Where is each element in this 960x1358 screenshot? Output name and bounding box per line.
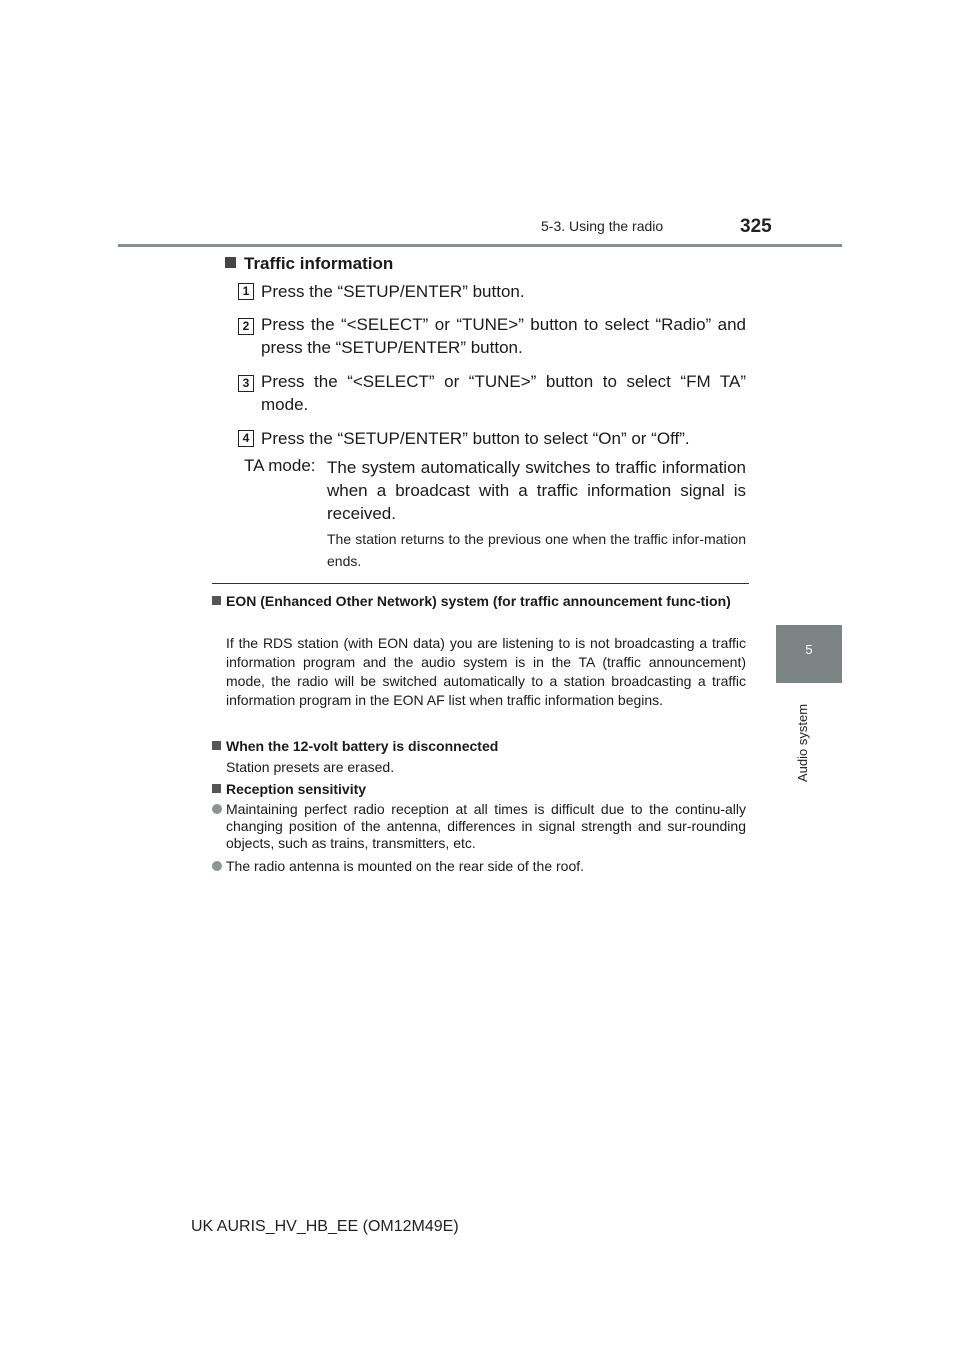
note-title-eon bbox=[212, 591, 748, 611]
note-body-battery: Station presets are erased. bbox=[226, 759, 395, 775]
ta-mode-label: TA mode: bbox=[244, 456, 316, 475]
heading-text: Traffic information bbox=[244, 254, 394, 273]
square-bullet-icon bbox=[212, 784, 221, 793]
chapter-label-container bbox=[795, 690, 815, 782]
bullet-dot-icon bbox=[212, 861, 222, 871]
note-title-battery bbox=[212, 736, 748, 756]
ta-mode-description: The system automatically switches to traffic information when a broadcast with a traffic information signal is received. bbox=[327, 458, 746, 523]
square-bullet-icon bbox=[212, 741, 221, 750]
note-title-text: When the 12-volt battery is disconnected bbox=[226, 738, 499, 754]
page-number: 325 bbox=[740, 216, 772, 237]
square-bullet-icon bbox=[225, 257, 236, 268]
note-title-reception bbox=[212, 779, 748, 799]
section-title: 5-3. Using the radio bbox=[541, 218, 664, 234]
bullet-dot-icon bbox=[212, 804, 222, 814]
note-title-text: Reception sensitivity bbox=[226, 781, 367, 797]
chapter-number: 5 bbox=[805, 642, 813, 657]
ta-mode-note: The station returns to the previous one when the traffic infor-mation ends. bbox=[327, 531, 746, 569]
step-text-2: Press the “<SELECT” or “TUNE>” button to select “Radio” and press the “SETUP/ENTER” button. bbox=[261, 315, 746, 357]
header-divider bbox=[118, 244, 842, 247]
bullet-text: Maintaining perfect radio reception at all times is difficult due to the continu-ally changing position of the antenna, differences in signal strength and sur-rounding objects, such as trains, transmitters, etc. bbox=[226, 801, 746, 851]
step-text-3: Press the “<SELECT” or “TUNE>” button to select “FM TA” mode. bbox=[261, 372, 746, 414]
note-title-text: EON (Enhanced Other Network) system (for traffic announcement func-tion) bbox=[226, 593, 731, 609]
step-number-1: 1 bbox=[238, 283, 254, 300]
step-number-2: 2 bbox=[238, 318, 254, 335]
step-text-4: Press the “SETUP/ENTER” button to select “On” or “Off”. bbox=[261, 429, 690, 448]
step-number-4: 4 bbox=[238, 430, 254, 447]
square-bullet-icon bbox=[212, 596, 221, 605]
bullet-text: The radio antenna is mounted on the rear side of the roof. bbox=[226, 858, 585, 874]
step-text-1: Press the “SETUP/ENTER” button. bbox=[261, 282, 525, 301]
footer-model-code: UK AURIS_HV_HB_EE (OM12M49E) bbox=[191, 1218, 459, 1235]
note-body-eon: If the RDS station (with EON data) you are listening to is not broadcasting a traffic information program and the audio system is in the TA (traffic announcement) mode, the radio will be switched automatically to a station broadcasting a traffic information program in the EON AF list when traffic information begins. bbox=[226, 635, 746, 708]
traffic-information-heading bbox=[225, 254, 393, 274]
chapter-label: Audio system bbox=[795, 703, 810, 782]
step-number-3: 3 bbox=[238, 375, 254, 392]
notes-divider bbox=[212, 583, 749, 584]
